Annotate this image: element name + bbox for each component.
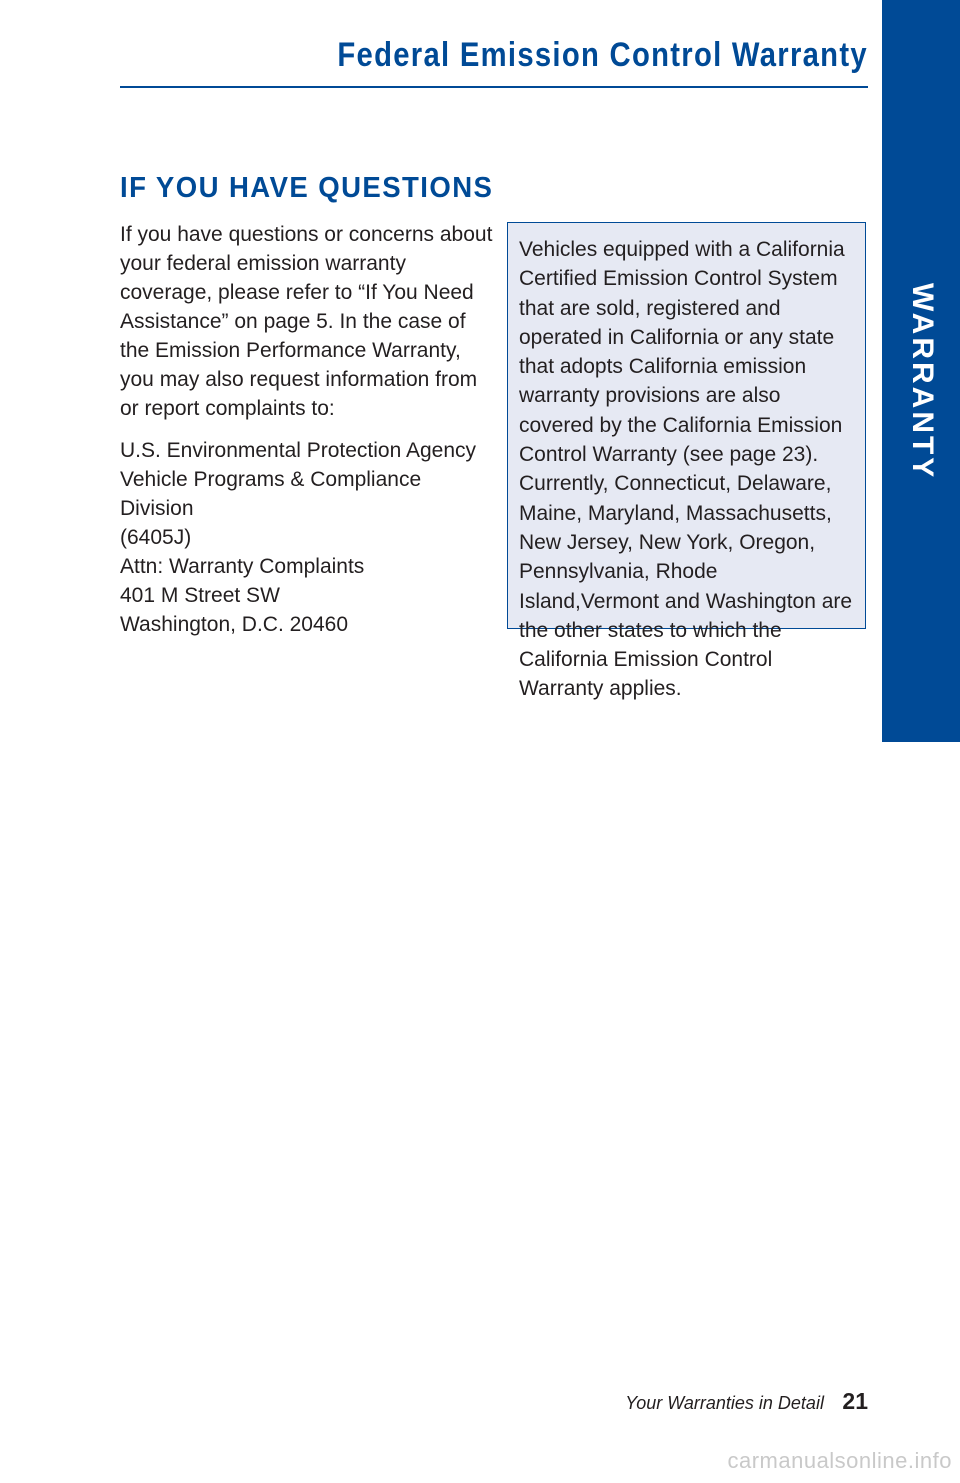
intro-paragraph: If you have questions or concerns about your federal emission warranty coverage, please refer to “If You Need Assistance” on page 5. In the case of the Emission Performance Warranty, you may also request information from or report complaints to: <box>120 223 493 420</box>
page-title: Federal Emission Control Warranty <box>337 36 868 74</box>
california-warranty-info-box <box>507 222 866 701</box>
footer-label: Your Warranties in Detail <box>625 1393 824 1413</box>
page-number: 21 <box>842 1388 868 1414</box>
address-line: Washington, D.C. 20460 <box>120 613 349 636</box>
page-header <box>120 30 868 88</box>
address-line: (6405J) <box>120 526 192 549</box>
address-line: 401 M Street SW <box>120 584 280 607</box>
address-line: Attn: Warranty Complaints <box>120 555 365 578</box>
address-line: U.S. Environmental Protection Agency <box>120 439 477 462</box>
side-tab-label: WARRANTY <box>906 283 939 481</box>
address-line: Vehicle Programs & Compliance Division <box>120 468 422 520</box>
left-column <box>120 220 500 639</box>
section-title: IF YOU HAVE QUESTIONS <box>120 172 494 204</box>
address-block <box>120 436 500 639</box>
watermark: carmanualsonline.info <box>727 1448 952 1473</box>
info-box-text: Vehicles equipped with a California Certified Emission Control System that are sold, registered and operated in California or any state that adopts California emission warranty provisions are also covered by the California Emission Control Warranty (see page 23). Currently, Connecticut, Delaware, Maine, Maryland, Massachusetts, New Jersey, New York, Oregon, Pennsylvania, Rhode Island,Vermont and Washington are the other states to which the California Emission Control Warranty applies. <box>519 238 853 701</box>
page-footer <box>625 1388 868 1415</box>
